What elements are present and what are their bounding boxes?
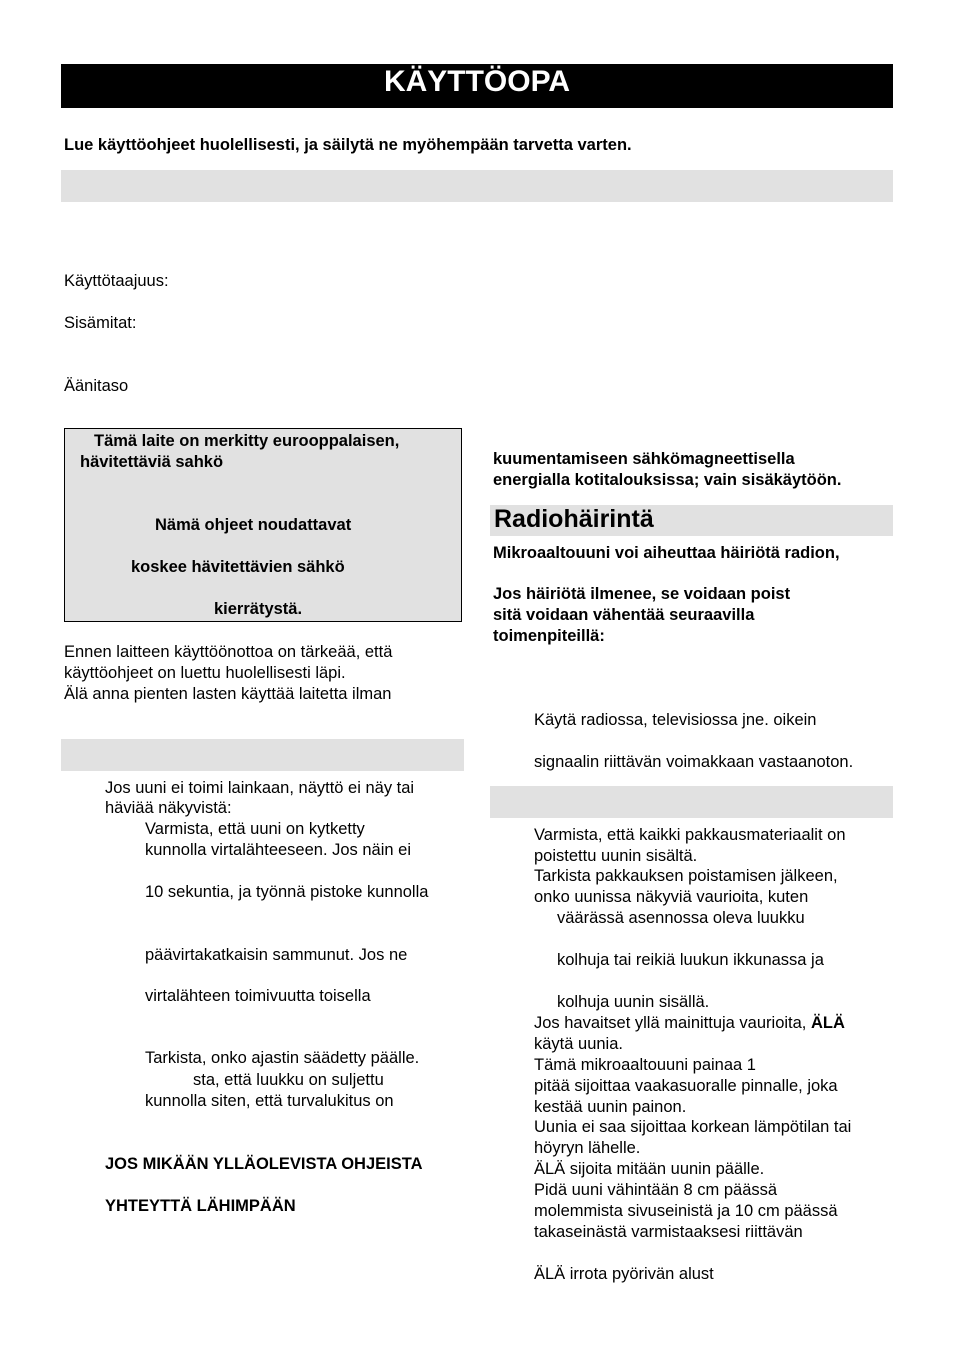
- spec-frequency-label: Käyttötaajuus:: [64, 272, 169, 290]
- install-line: käytä uunia.: [534, 1035, 623, 1053]
- troubleshoot-warning: YHTEYTTÄ LÄHIMPÄÄN: [105, 1197, 296, 1215]
- troubleshoot-question: häviää näkyvistä:: [105, 799, 232, 817]
- right-intro-line: kuumentamiseen sähkömagneettisella: [493, 450, 795, 468]
- install-line-text: Jos havaitset yllä mainittuja vaurioita,: [534, 1014, 811, 1032]
- install-line: [534, 1013, 845, 1034]
- troubleshoot-answer: Varmista, että uuni on kytketty: [145, 820, 365, 838]
- troubleshoot-answer: 10 sekuntia, ja työnnä pistoke kunnolla: [145, 883, 429, 901]
- install-line: Varmista, että kaikki pakkausmateriaalit on: [534, 826, 846, 844]
- weee-line: Nämä ohjeet noudattavat: [155, 516, 352, 534]
- weee-line: Tämä laite on merkitty eurooppalaisen,: [94, 432, 400, 450]
- radio-text: Mikroaaltouuni voi aiheuttaa häiriötä radion,: [493, 544, 840, 562]
- radio-text: Jos häiriötä ilmenee, se voidaan poist: [493, 585, 791, 603]
- install-line: ÄLÄ irrota pyörivän alust: [534, 1265, 714, 1283]
- usage-line: Ennen laitteen käyttöönottoa on tärkeää, että: [64, 643, 393, 661]
- usage-line: käyttöohjeet on luettu huolellisesti läpi.: [64, 664, 346, 682]
- install-line: Pidä uuni vähintään 8 cm päässä: [534, 1181, 778, 1199]
- radio-text: toimenpiteillä:: [493, 627, 605, 645]
- troubleshoot-answer: kunnolla siten, että turvalukitus on: [145, 1092, 394, 1110]
- install-line: kolhuja uunin sisällä.: [557, 993, 710, 1011]
- radio-text: sitä voidaan vähentää seuraavilla: [493, 606, 755, 624]
- install-line: väärässä asennossa oleva luukku: [557, 909, 805, 927]
- spec-dimensions-label: Sisämitat:: [64, 314, 137, 332]
- install-line: poistettu uunin sisältä.: [534, 847, 698, 865]
- radio-tip: Käytä radiossa, televisiossa jne. oikein: [534, 711, 817, 729]
- radio-heading: Radiohäirintä: [494, 505, 654, 533]
- troubleshoot-warning: JOS MIKÄÄN YLLÄOLEVISTA OHJEISTA: [105, 1155, 423, 1173]
- install-line: kestää uunin painon.: [534, 1098, 687, 1116]
- right-intro-line: energialla kotitalouksissa; vain sisäkäytöön.: [493, 471, 842, 489]
- install-line: ÄLÄ sijoita mitään uunin päälle.: [534, 1160, 765, 1178]
- install-line: takaseinästä varmistaaksesi riittävän: [534, 1223, 803, 1241]
- install-line: pitää sijoittaa vaakasuoralle pinnalle, joka: [534, 1077, 838, 1095]
- intro-text: Lue käyttöohjeet huolellisesti, ja säilytä ne myöhempään tarvetta varten.: [64, 136, 632, 154]
- install-line: kolhuja tai reikiä luukun ikkunassa ja: [557, 951, 824, 969]
- section-header-bar-install: [490, 786, 893, 818]
- install-line: onko uunissa näkyviä vaurioita, kuten: [534, 888, 809, 906]
- page-title: KÄYTTÖOPA: [61, 64, 893, 108]
- install-line: molemmista sivuseinistä ja 10 cm päässä: [534, 1202, 838, 1220]
- install-line: Uunia ei saa sijoittaa korkean lämpötilan tai: [534, 1118, 852, 1136]
- troubleshoot-answer: kunnolla virtalähteeseen. Jos näin ei: [145, 841, 412, 859]
- troubleshoot-answer: sta, että luukku on suljettu: [193, 1071, 384, 1089]
- weee-line: kierrätystä.: [214, 600, 303, 618]
- weee-line: koskee hävitettävien sähkö: [131, 558, 345, 576]
- weee-line: hävitettäviä sahkö: [80, 453, 224, 471]
- spec-noise-label: Äänitaso: [64, 377, 129, 395]
- radio-section-header: [490, 505, 893, 536]
- install-line: Tarkista pakkauksen poistamisen jälkeen,: [534, 867, 838, 885]
- install-line: Tämä mikroaaltouuni painaa 1: [534, 1056, 756, 1074]
- install-line-emphasis: ÄLÄ: [810, 1014, 845, 1032]
- section-header-bar-troubleshoot: [61, 739, 464, 771]
- troubleshoot-answer: Tarkista, onko ajastin säädetty päälle.: [145, 1049, 420, 1067]
- section-header-bar-specs: [61, 170, 893, 202]
- troubleshoot-answer: virtalähteen toimivuutta toisella: [145, 987, 371, 1005]
- install-line: höyryn lähelle.: [534, 1139, 641, 1157]
- troubleshoot-answer: päävirtakatkaisin sammunut. Jos ne: [145, 946, 408, 964]
- troubleshoot-question: Jos uuni ei toimi lainkaan, näyttö ei näy tai: [105, 779, 415, 797]
- radio-tip: signaalin riittävän voimakkaan vastaanoton.: [534, 753, 854, 771]
- usage-line: Älä anna pienten lasten käyttää laitetta ilman: [64, 685, 392, 703]
